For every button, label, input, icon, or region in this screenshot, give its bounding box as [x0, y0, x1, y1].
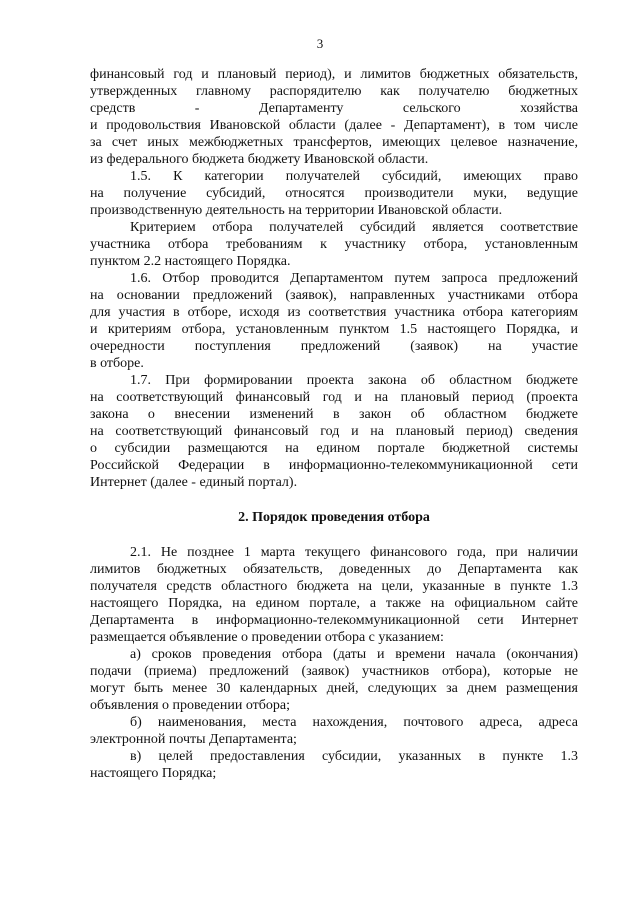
section-heading: 2. Порядок проведения отбора	[238, 510, 430, 525]
paragraph-1-7	[90, 372, 578, 491]
text-line: электронной почты Департамента;	[90, 732, 297, 747]
text-line: размещается объявление о проведении отбора с указанием:	[90, 630, 444, 645]
text-line: на основании предложений (заявок), направленных участниками отбора	[90, 288, 578, 303]
text-line: очередности поступления предложений (заявок) на участие	[90, 339, 578, 354]
page-number: 3	[316, 36, 324, 51]
text-line: из федерального бюджета бюджету Ивановской области.	[90, 152, 429, 167]
paragraph-2-1	[90, 544, 578, 646]
text-line: Интернет (далее - единый портал).	[90, 475, 298, 490]
text-line: лимитов бюджетных обязательств, доведенных до Департамента как	[90, 562, 578, 577]
text-line: пунктом 2.2 настоящего Порядка.	[90, 254, 291, 269]
text-line: объявления о проведении отбора;	[90, 698, 291, 713]
text-line: на получение субсидий, относятся производители муки, ведущие	[90, 186, 578, 201]
text-line: за счет иных межбюджетных трансфертов, имеющих целевое назначение,	[90, 135, 578, 150]
text-line: 1.7. При формировании проекта закона об областном бюджете	[130, 373, 578, 388]
text-line: в отборе.	[90, 356, 144, 371]
text-line: 2.1. Не позднее 1 марта текущего финансового года, при наличии	[130, 545, 578, 560]
text-line: настоящего Порядка;	[90, 766, 217, 781]
paragraph-1-6	[90, 270, 578, 372]
text-line: на соответствующий финансовый год и на плановый период (проекта	[90, 390, 578, 405]
text-line: на соответствующий финансовый год и на плановый период) сведения	[90, 424, 578, 439]
text-line: и продовольствия Ивановской области (далее - Департамент), в том числе	[90, 118, 578, 133]
text-line: подачи (приема) предложений (заявок) участников отбора), которые не	[90, 664, 578, 679]
text-line: 1.6. Отбор проводится Департаментом путем запроса предложений	[130, 271, 578, 286]
paragraph-criteria	[90, 219, 578, 270]
text-line: получателя средств областного бюджета на цели, указанные в пункте 1.3	[90, 579, 578, 594]
text-line: в) целей предоставления субсидии, указанных в пункте 1.3	[130, 749, 578, 764]
spacer	[90, 491, 578, 509]
spacer	[90, 526, 578, 544]
document-body	[90, 66, 578, 782]
text-line: участника отбора требованиям к участнику отбора, установленным	[90, 237, 578, 252]
list-item-a	[90, 646, 578, 714]
text-line: настоящего Порядка, на едином портале, а также на официальном сайте	[90, 596, 578, 611]
text-line: Критерием отбора получателей субсидий является соответствие	[130, 220, 578, 235]
text-line: а) сроков проведения отбора (даты и времени начала (окончания)	[130, 647, 578, 662]
text-line: финансовый год и плановый период), и лимитов бюджетных обязательств,	[90, 67, 578, 82]
paragraph	[90, 66, 578, 168]
text-line: б) наименования, места нахождения, почтового адреса, адреса	[130, 715, 578, 730]
text-line: закона о внесении изменений в закон об областном бюджете	[90, 407, 578, 422]
text-line: для участия в отборе, исходя из соответствия участника отбора категориям	[90, 305, 578, 320]
text-line: и критериям отбора, установленным пунктом 1.5 настоящего Порядка, и	[90, 322, 578, 337]
text-line: Российской Федерации в информационно-телекоммуникационной сети	[90, 458, 578, 473]
text-line: утвержденных главному распорядителю как получателю бюджетных	[90, 84, 578, 99]
text-line: средств - Департаменту сельского хозяйства	[90, 101, 578, 116]
list-item-v	[90, 748, 578, 782]
list-item-b	[90, 714, 578, 748]
text-line: о субсидии размещаются на едином портале бюджетной системы	[90, 441, 578, 456]
paragraph-1-5	[90, 168, 578, 219]
text-line: Департамента в информационно-телекоммуникационной сети Интернет	[90, 613, 578, 628]
text-line: могут быть менее 30 календарных дней, следующих за днем размещения	[90, 681, 578, 696]
text-line: 1.5. К категории получателей субсидий, имеющих право	[130, 169, 578, 184]
text-line: производственную деятельность на территории Ивановской области.	[90, 203, 503, 218]
